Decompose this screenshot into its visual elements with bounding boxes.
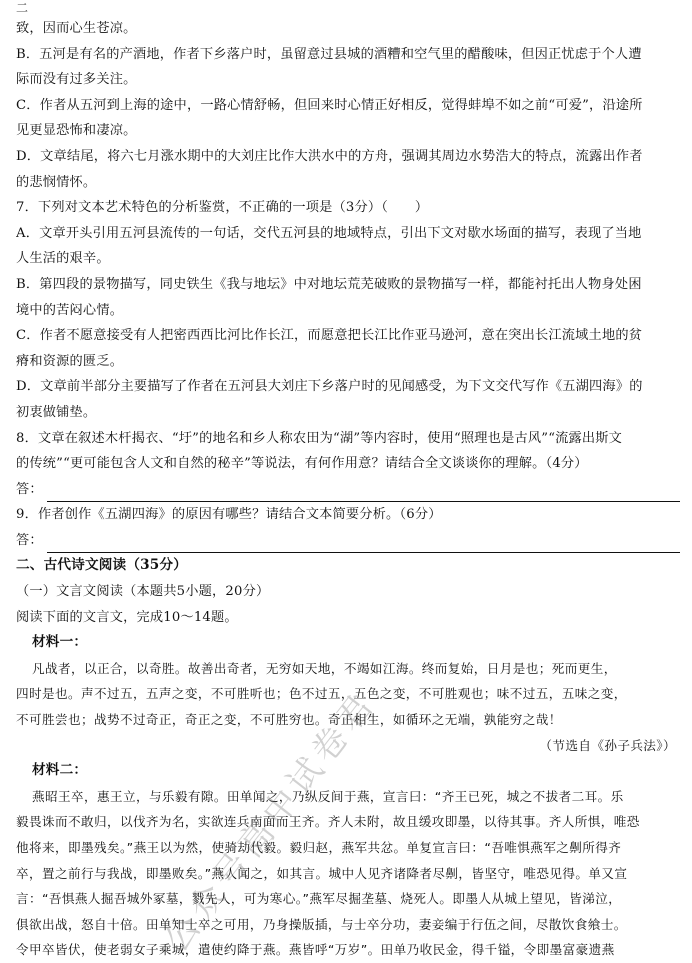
text-line: 二、古代诗文阅读（35分） [16,557,188,574]
text-line: 凡战者，以正合，以奇胜。故善出奇者，无穷如天地，不竭如江海。终而复始，日月是也；死而更生， [32,660,617,676]
text-line: A．文章开头引用五河县流传的一句话，交代五河县的地域特点，引出下文对歇水场面的描写，表现了当地 [16,225,642,241]
text-line: 他将来，即墨残矣。”燕王以为然，使骑劫代毅。毅归赵，燕军共忿。单复宣言曰：“吾唯惧燕军之劓所得齐 [16,840,622,855]
text-line: 毅畏诛而不敢归，以伐齐为名，实欲连兵南面而王齐。齐人未附，故且缓攻即墨，以待其事。齐人所惧，唯恐 [16,814,640,830]
text-line: D．文章结尾，将六七月涨水期中的大刘庄比作大洪水中的方舟，强调其周边水势浩大的特点，流露出作者 [16,148,643,164]
text-line: D．文章前半部分主要描写了作者在五河县大刘庄下乡落户时的见闻感受，为下文交代写作《五湖四海》的 [16,379,643,395]
text-line: 9．作者创作《五湖四海》的原因有哪些？请结合文本简要分析。（6分） [16,507,442,523]
text-line: 的悲悯情怀。 [16,174,97,190]
text-line: 俱欲出战，怒自十倍。田单知士卒之可用，乃身操版插，与士卒分功，妻妾编于行伍之间，尽散饮食飨士。 [16,916,627,932]
text-line: C．作者从五河到上海的途中，一路心情舒畅，但回来时心情正好相反，觉得蚌埠不如之前“可爱”，沿途所 [16,97,643,113]
text-line: 言：“吾惧燕人掘吾城外冢墓，戮先人，可为寒心。”燕军尽掘垄墓、烧死人。即墨人从城上望见，皆涕泣， [16,891,622,907]
text-line: 8．文章在叙述木杆揭衣、“圩”的地名和乡人称农田为“湖”等内容时，使用“照理也是古风”“流露出斯文 [16,430,623,446]
answer-blank[interactable] [47,483,680,502]
text-line: 材料一： [32,634,88,651]
text-line: 人生活的艰辛。 [16,251,110,267]
watermark-line1: 公众号 [156,840,262,960]
text-line: 初衷做铺垫。 [16,404,97,420]
text-line: 令甲卒皆伏，使老弱女子乘城，遣使约降于燕。燕皆呼“万岁”。田单乃收民金，得千镒，令即墨富豪遗燕 [16,942,615,958]
text-line: 境中的苦闷心情。 [16,302,124,318]
answer-label: 答： [16,481,43,497]
text-line: 7．下列对文本艺术特色的分析鉴赏，不正确的一项是（3分）（ ） [16,200,429,216]
text-line: 见更显恐怖和凄凉。 [16,123,137,139]
text-line: 卒，置之前行与我战，即墨败矣。”燕人闻之，如其言。城中人见齐诸降者尽劓，皆坚守，唯恐见得。单又宣 [16,865,628,881]
text-line: （节选自《孙子兵法》） [539,737,676,753]
text-line: B．五河是有名的产酒地，作者下乡落户时，虽留意过县城的酒糟和空气里的醋酸味，但因正忧虑于个人遭 [16,46,642,62]
text-line: 的传统”“更可能包含人文和自然的秘辛”等说法，有何作用意？请结合全文谈谈你的理解。（4分） [16,456,588,472]
text-line: 二 [16,1,29,15]
exam-page [16,0,680,963]
text-line: B．第四段的景物描写，同史铁生《我与地坛》中对地坛荒芜破败的景物描写一样，都能衬托出人物身处困 [16,276,642,292]
text-line: 燕昭王卒，惠王立，与乐毅有隙。田单闻之，乃纵反间于燕，宣言曰：“齐王已死，城之不拔者二耳。乐 [32,788,624,804]
answer-label: 答： [16,532,43,548]
text-line: C．作者不愿意接受有人把密西西比河比作长江，而愿意把长江比作亚马逊河，意在突出长江流域土地的贫 [16,328,643,344]
text-line: 际而没有过多关注。 [16,72,137,88]
answer-line [16,528,680,554]
text-line: （一）文言文阅读（本题共5小题，20分） [16,584,270,600]
answer-blank[interactable] [47,534,680,553]
watermark-line2: 高中试卷君 [230,682,385,865]
text-line: 瘠和资源的匮乏。 [16,353,124,369]
text-line: 四时是也。声不过五，五声之变，不可胜听也；色不过五，五色之变，不可胜观也；味不过五，五味之变， [16,686,627,702]
text-line: 阅读下面的文言文，完成10～14题。 [16,609,238,625]
text-line: 致，因而心生苍凉。 [16,21,137,36]
answer-line [16,477,680,503]
text-line: 材料二： [32,762,88,779]
text-line: 不可胜尝也；战势不过奇正，奇正之变，不可胜穷也。奇正相生，如循环之无端，孰能穷之哉！ [16,712,562,728]
